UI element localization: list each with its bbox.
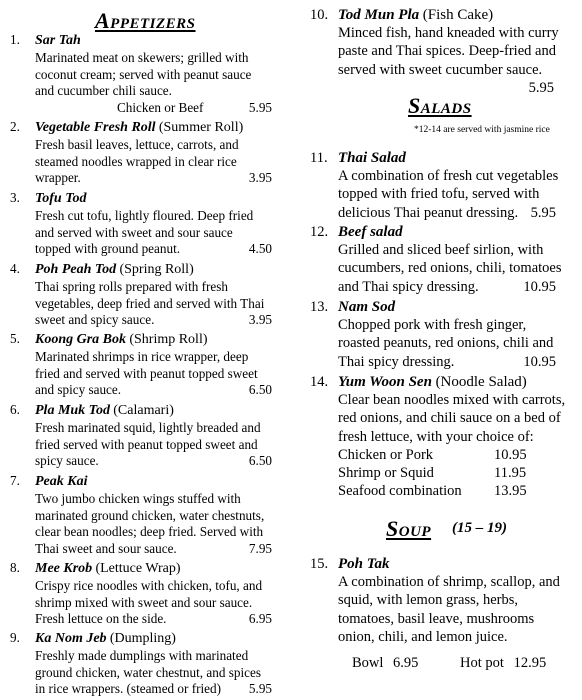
item-desc-line: Clear bean noodles mixed with carrots, <box>338 392 566 409</box>
item-desc-line: and Thai spicy dressing. <box>338 278 479 295</box>
hotpot-price: 12.95 <box>513 655 547 671</box>
item-desc-line: cucumbers, red onions, chili, tomatoes <box>338 260 562 277</box>
item-desc-line: and spicy sauce. <box>35 382 122 398</box>
item-desc-line: Fresh cut tofu, lightly floured. Deep fried <box>35 207 254 223</box>
item-desc-line: vegetables, deep fried and served with Thai <box>35 295 265 311</box>
item-desc-line: ground chicken, water chestnut, and spices <box>35 664 261 680</box>
item-name: Nam Sod <box>338 299 396 315</box>
item-number: 14. <box>310 374 329 390</box>
item-price: 10.95 <box>523 353 556 370</box>
item-alt-name: (Fish Cake) <box>422 7 494 23</box>
item-desc-line: Thai spicy dressing. <box>338 353 455 370</box>
option-label: Shrimp or Squid <box>338 465 434 482</box>
item-price: 3.95 <box>248 170 272 186</box>
item-desc-line: Grilled and sliced beef sirlion, with <box>338 242 544 259</box>
bowl-price: 6.95 <box>393 655 419 671</box>
item-name: Peak Kai <box>35 474 88 489</box>
item-desc-line: Freshly made dumplings with marinated <box>35 647 249 663</box>
item-number: 15. <box>310 556 329 572</box>
item-name: Beef salad <box>338 224 403 240</box>
item-name: Tofu Tod <box>35 191 87 206</box>
item-name: Poh Tak <box>338 556 390 572</box>
soup-prices <box>352 655 546 672</box>
item-number: 9. <box>10 630 20 645</box>
item-desc-line: topped with ground peanut. <box>35 241 181 257</box>
item-desc-line: delicious Thai peanut dressing. <box>338 204 519 221</box>
item-desc-line: sweet and spicy sauce. <box>35 312 155 328</box>
item-desc-line: roasted peanuts, red onions, chili and <box>338 335 554 352</box>
item-desc-line: fresh lettuce, with your choice of: <box>338 428 534 445</box>
item-price: 6.95 <box>248 611 272 627</box>
item-desc-line: paste and Thai spices. Deep-fried and <box>338 43 556 60</box>
soup-heading <box>386 516 431 542</box>
item-name: Yum Woon Sen <box>338 374 432 390</box>
item-desc-line: clear bean noodles; deep fried. Served with <box>35 524 264 540</box>
option-label: Seafood combination <box>338 483 462 500</box>
item-name: Tod Mun Pla <box>338 7 420 23</box>
item-number: 13. <box>310 299 329 315</box>
item-name: Poh Peah Tod <box>35 262 117 277</box>
item-desc-line: and served with sweet and sour sauce <box>35 224 233 240</box>
item-alt-name: (Spring Roll) <box>119 262 194 277</box>
bowl-label: Bowl <box>352 655 384 671</box>
item-desc-line: Two jumbo chicken wings stuffed with <box>35 490 241 506</box>
option-row <box>338 446 580 464</box>
item-desc-line: fried and served with peanut topped sweet <box>35 365 258 381</box>
hotpot-label: Hot pot <box>460 655 504 671</box>
item-number: 6. <box>10 402 20 417</box>
item-desc-line: squid, with lemon grass, herbs, <box>338 592 519 609</box>
item-name: Ka Nom Jeb <box>35 631 107 646</box>
item-number: 1. <box>10 32 20 47</box>
soup-range: (15 – 19) <box>452 520 507 536</box>
appetizers-heading: Appetizers <box>95 8 196 33</box>
item-number: 4. <box>10 261 20 276</box>
item-alt-name: (Calamari) <box>113 403 174 418</box>
option-price: 13.95 <box>494 483 527 500</box>
item-desc-line: shrimp mixed with sweet and sour sauce. <box>35 594 253 610</box>
salads-heading: Salads <box>408 93 472 118</box>
item-desc-line: A combination of shrimp, scallop, and <box>338 574 560 591</box>
item-price: 5.95 <box>528 79 554 96</box>
item-name: Koong Gra Bok <box>35 332 127 347</box>
item-desc-line: Marinated meat on skewers; grilled with <box>35 49 249 65</box>
item-desc-line: Fresh marinated squid, lightly breaded and <box>35 419 261 435</box>
item-name: Vegetable Fresh Roll <box>35 120 156 135</box>
item-price: 3.95 <box>248 312 272 328</box>
item-desc-line: marinated ground chicken, water chestnuts, <box>35 507 265 523</box>
item-number: 7. <box>10 473 20 488</box>
item-desc-line: fried served with peanut topped sweet and <box>35 436 258 452</box>
item-price: 6.50 <box>248 382 272 398</box>
item-desc-line: coconut cream; served with peanut sauce <box>35 66 252 82</box>
salads-note: *12-14 are served with jasmine rice <box>414 125 550 135</box>
item-desc-line: Minced fish, hand kneaded with curry <box>338 25 559 42</box>
item-price: 5.95 <box>530 204 556 221</box>
item-number: 8. <box>10 560 20 575</box>
item-number: 3. <box>10 190 20 205</box>
item-desc-line: steamed noodles wrapped in clear rice <box>35 153 237 169</box>
item-desc-line: Fresh lettuce on the side. <box>35 611 167 627</box>
item-choice: Chicken or Beef <box>117 100 204 116</box>
item-desc-line: tomatoes, basil leave, mushrooms <box>338 610 535 627</box>
item-price: 5.95 <box>248 100 272 116</box>
soup-heading-text: Soup <box>386 516 432 541</box>
item-desc-line: Crispy rice noodles with chicken, tofu, and <box>35 577 263 593</box>
item-number: 11. <box>310 150 328 166</box>
option-price: 10.95 <box>494 446 527 463</box>
item-price: 4.50 <box>248 241 272 257</box>
item-desc-line: and cucumber chili sauce. <box>35 83 172 99</box>
item-name: Mee Krob <box>35 561 93 576</box>
item-alt-name: (Shrimp Roll) <box>129 332 208 347</box>
option-price: 11.95 <box>494 465 527 482</box>
item-desc-line: A combination of fresh cut vegetables <box>338 168 559 185</box>
item-desc-line: spicy sauce. <box>35 453 99 469</box>
item-alt-name: (Dumpling) <box>109 631 176 646</box>
item-name: Thai Salad <box>338 150 406 166</box>
item-name: Sar Tah <box>35 33 81 48</box>
item-number: 12. <box>310 224 329 240</box>
item-number: 10. <box>310 7 329 23</box>
item-desc-line: onion, chili, and lemon juice. <box>338 628 508 645</box>
option-row <box>338 464 580 482</box>
item-number: 5. <box>10 331 20 346</box>
item-alt-name: (Lettuce Wrap) <box>95 561 181 576</box>
item-desc-line: Thai spring rolls prepared with fresh <box>35 278 228 294</box>
item-number: 2. <box>10 119 20 134</box>
item-price: 7.95 <box>248 541 272 557</box>
option-row <box>338 482 580 500</box>
item-desc-line: served with sweet cucumber sauce. <box>338 61 543 78</box>
item-desc-line: Chopped pork with fresh ginger, <box>338 317 527 334</box>
option-label: Chicken or Pork <box>338 446 434 463</box>
item-desc-line: Marinated shrimps in rice wrapper, deep <box>35 348 249 364</box>
item-price: 6.50 <box>248 453 272 469</box>
item-desc-line: Thai sweet and sour sauce. <box>35 541 177 557</box>
item-desc-line: Fresh basil leaves, lettuce, carrots, and <box>35 136 239 152</box>
item-price: 5.95 <box>248 681 272 697</box>
item-desc-line: wrapper. <box>35 170 81 186</box>
item-name: Pla Muk Tod <box>35 403 110 418</box>
item-desc-line: red onions, and chili sauce on a bed of <box>338 410 561 427</box>
item-desc-line: topped with fried tofu, served with <box>338 186 540 203</box>
item-alt-name: (Noodle Salad) <box>435 374 527 390</box>
item-alt-name: (Summer Roll) <box>158 120 244 135</box>
item-desc-line: in rice wrappers. (steamed or fried) <box>35 681 222 697</box>
item-price: 10.95 <box>523 278 556 295</box>
